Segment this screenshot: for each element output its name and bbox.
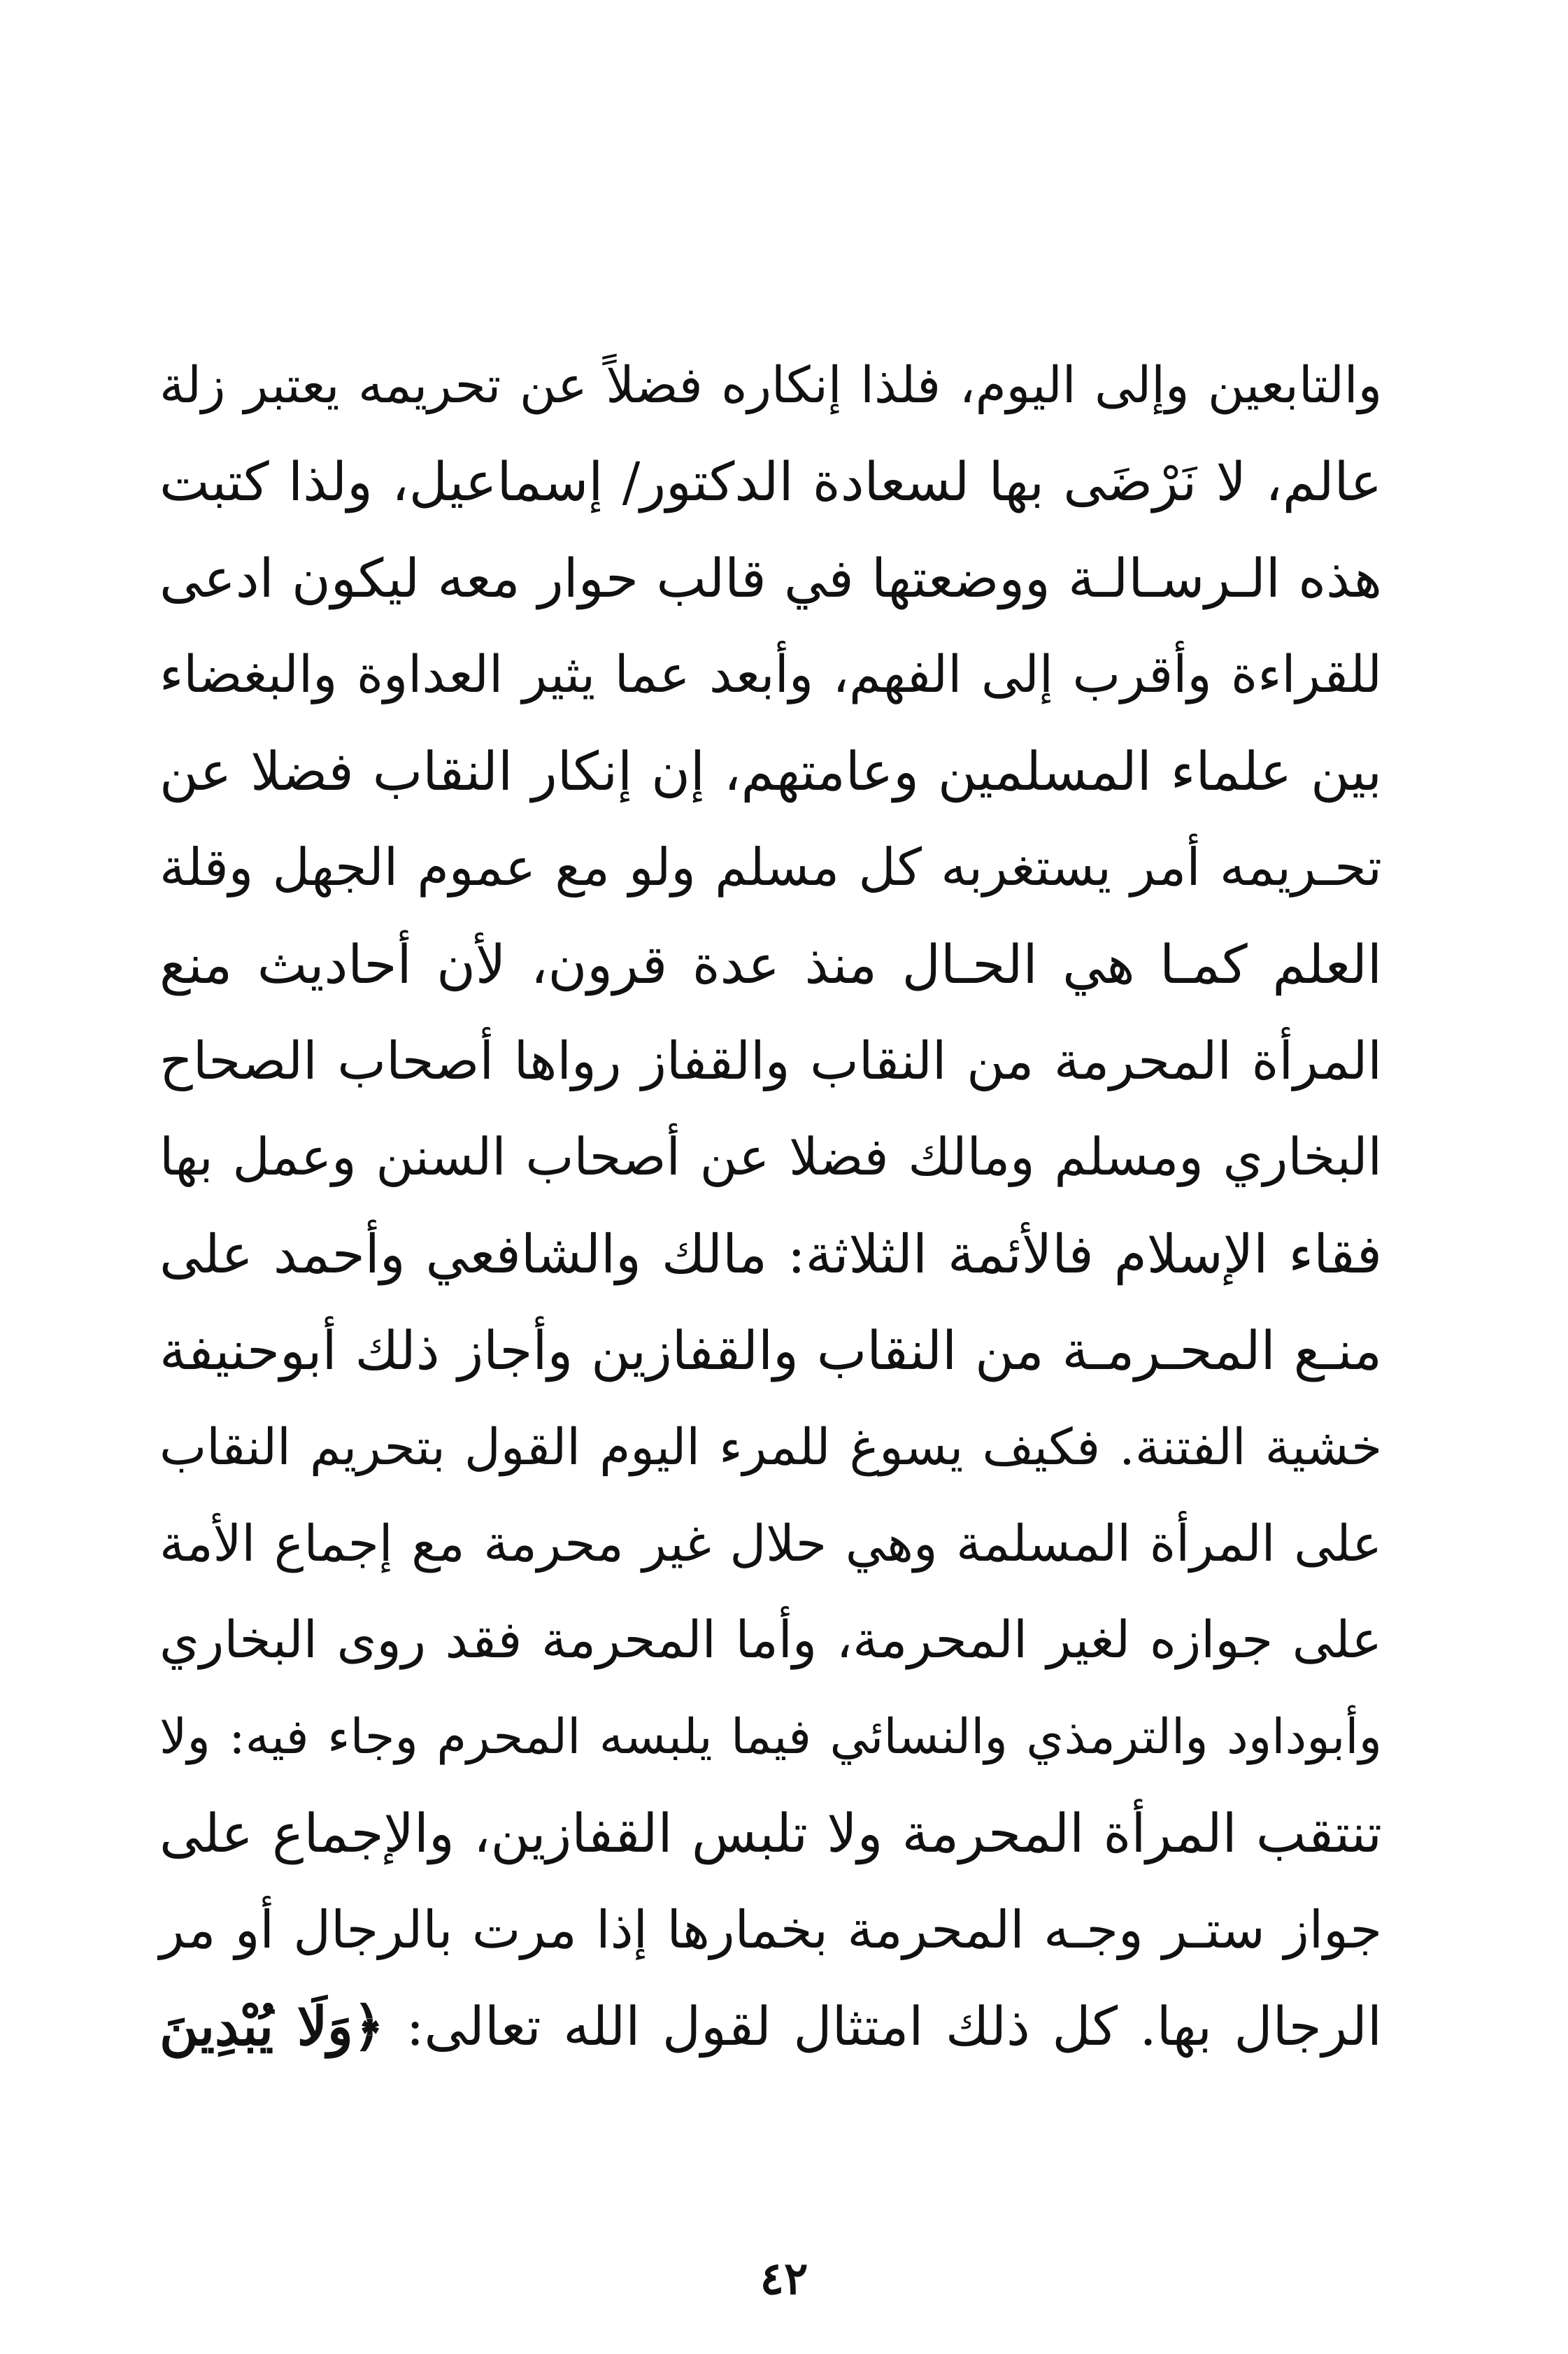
- text-line: على جوازه لغير المحرمة، وأما المحرمة فقد روى البخاري: [159, 1610, 1382, 1670]
- text-line: البخاري ومسلم ومالك فضلا عن أصحاب السنن وعمل بها: [159, 1128, 1382, 1187]
- text-line: وأبوداود والترمذي والنسائي فيما يلبسه المحرم وجاء فيه: ولا: [159, 1709, 1382, 1765]
- text-line: عالم، لا نَرْضَى بها لسعادة الدكتور/ إسماعيل، ولذا كتبت: [159, 451, 1382, 513]
- last-line-text: الرجال بها. كل ذلك امتثال لقول الله تعالى:: [406, 1995, 1382, 2057]
- text-line: والتابعين وإلى اليوم، فلذا إنكاره فضلاً عن تحريمه يعتبر زلة: [159, 356, 1382, 414]
- page-number: ٤٢: [760, 2253, 808, 2305]
- quran-quote: ﴿وَلَا يُبْدِينَ: [159, 1995, 385, 2057]
- text-line: هذه الـرسـالـة ووضعتها في قالب حوار معه ليكون ادعى: [159, 547, 1382, 609]
- text-line: جواز ستـر وجـه المحرمة بخمارها إذا مرت بالرجال أو مر: [159, 1900, 1382, 1960]
- text-line: للقراءة وأقرب إلى الفهم، وأبعد عما يثير العداوة والبغضاء: [159, 645, 1382, 704]
- text-line: منـع المحـرمـة من النقاب والقفازين وأجاز ذلك أبوحنيفة: [159, 1319, 1382, 1382]
- text-line: بين علماء المسلمين وعامتهم، إن إنكار النقاب فضلا عن: [159, 740, 1382, 802]
- text-line: تحـريمه أمر يستغربه كل مسلم ولو مع عموم الجهل وقلة: [159, 838, 1382, 898]
- text-line: على المرأة المسلمة وهي حلال غير محرمة مع إجماع الأمة: [159, 1515, 1382, 1573]
- text-line-last: [159, 1978, 1382, 2075]
- text-line: تنتقب المرأة المحرمة ولا تلبس القفازين، والإجماع على: [159, 1802, 1382, 1864]
- text-line: فقاء الإسلام فالأئمة الثلاثة: مالك والشافعي وأحمد على: [159, 1223, 1382, 1285]
- text-line: المرأة المحرمة من النقاب والقفاز رواها أصحاب الصحاح: [159, 1031, 1382, 1091]
- text-line: خشية الفتنة. فكيف يسوغ للمرء اليوم القول بتحريم النقاب: [159, 1418, 1382, 1476]
- body-text: [159, 337, 1382, 2075]
- text-line: العلم كمـا هي الحـال منذ عدة قرون، لأن أحاديث منع: [159, 933, 1382, 995]
